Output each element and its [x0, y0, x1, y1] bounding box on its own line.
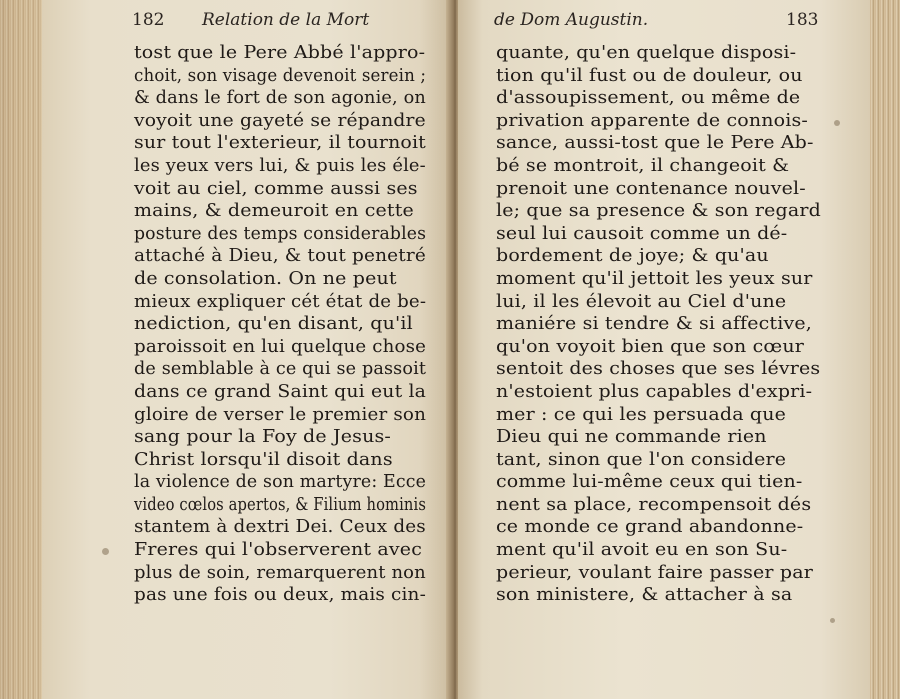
text-line: paroissoit en lui quelque chose — [134, 336, 427, 357]
text-line: lui, il les élevoit au Ciel d'une — [496, 291, 787, 312]
foxing-spot — [830, 618, 835, 623]
text-line: & dans le fort de son agonie, on — [134, 88, 426, 109]
text-line: perieur, voulant faire passer par — [496, 562, 813, 583]
text-line: nent sa place, recompensoit dés — [496, 494, 812, 515]
left-running-title: Relation de la Mort — [202, 10, 370, 30]
text-line: n'estoient plus capables d'expri- — [496, 381, 813, 402]
text-line: dans ce grand Saint qui eut la — [134, 381, 427, 402]
text-line: bordement de joye; & qu'au — [496, 246, 769, 267]
text-line: Christ lorsqu'il disoit dans — [134, 449, 393, 470]
text-line: voit au ciel, comme aussi ses — [134, 178, 418, 199]
text-line: de consolation. On ne peut — [134, 268, 397, 289]
text-line: mieux expliquer cét état de be- — [134, 291, 427, 312]
left-page-number: 182 — [132, 10, 165, 30]
text-line: tost que le Pere Abbé l'appro- — [134, 43, 426, 63]
text-line: le; que sa presence & son regard — [496, 201, 821, 222]
foxing-spot — [834, 120, 840, 126]
text-line: tant, sinon que l'on considere — [496, 449, 787, 470]
right-running-title: de Dom Augustin. — [494, 10, 649, 30]
text-line: de semblable à ce qui se passoit — [134, 359, 427, 380]
text-line: plus de soin, remarquerent non — [134, 562, 426, 583]
text-line: stantem à dextri Dei. Ceux des — [134, 517, 426, 538]
text-line: prenoit une contenance nouvel- — [496, 178, 806, 199]
text-line: qu'on voyoit bien que son cœur — [496, 336, 804, 357]
text-line: sang pour la Foy de Jesus- — [134, 427, 391, 448]
text-line: seul lui causoit comme un dé- — [496, 223, 788, 244]
text-line: video cœlos apertos, & Filium hominis — [134, 494, 426, 515]
text-line: moment qu'il jettoit les yeux sur — [496, 268, 813, 289]
text-line: mer : ce qui les persuada que — [496, 404, 787, 425]
right-page-text — [496, 42, 821, 607]
text-line: choit, son visage devenoit serein ; — [134, 65, 427, 86]
text-line: comme lui-même ceux qui tien- — [496, 472, 803, 493]
left-page — [42, 0, 452, 699]
text-line: sance, aussi-tost que le Pere Ab- — [496, 133, 814, 154]
text-line: attaché à Dieu, & tout penetré — [134, 246, 426, 267]
right-page — [458, 0, 870, 699]
left-page-header — [132, 10, 432, 38]
text-line: d'assoupissement, ou même de — [496, 88, 801, 109]
text-line: ce monde ce grand abandonne- — [496, 517, 804, 538]
text-line: bé se montroit, il changeoit & — [496, 155, 790, 176]
text-line: mains, & demeuroit en cette — [134, 201, 414, 222]
text-line: son ministere, & attacher à sa — [496, 585, 793, 606]
text-line: nediction, qu'en disant, qu'il — [134, 314, 413, 335]
text-line: maniére si tendre & si affective, — [496, 314, 812, 335]
text-line: Dieu qui ne commande rien — [496, 427, 767, 448]
text-line: sentoit des choses que ses lévres — [496, 359, 821, 380]
text-line: Freres qui l'observerent avec — [134, 540, 423, 561]
text-line: posture des temps considerables — [134, 223, 427, 244]
text-line: la violence de son martyre: Ecce — [134, 472, 427, 493]
text-line: sur tout l'exterieur, il tournoit — [134, 133, 426, 154]
ink-spot — [102, 548, 109, 555]
text-line: ment qu'il avoit eu en son Su- — [496, 540, 788, 561]
text-line: les yeux vers lui, & puis les éle- — [134, 155, 426, 176]
text-line: gloire de verser le premier son — [134, 404, 427, 425]
left-page-text — [134, 42, 484, 607]
right-page-number: 183 — [786, 10, 819, 30]
right-page-header — [494, 10, 834, 38]
text-line: privation apparente de connois- — [496, 110, 809, 131]
text-line: tion qu'il fust ou de douleur, ou — [496, 65, 803, 86]
text-line: pas une fois ou deux, mais cin- — [134, 585, 426, 606]
text-line: voyoit une gayeté se répandre — [134, 110, 426, 131]
text-line: quante, qu'en quelque disposi- — [496, 43, 797, 63]
